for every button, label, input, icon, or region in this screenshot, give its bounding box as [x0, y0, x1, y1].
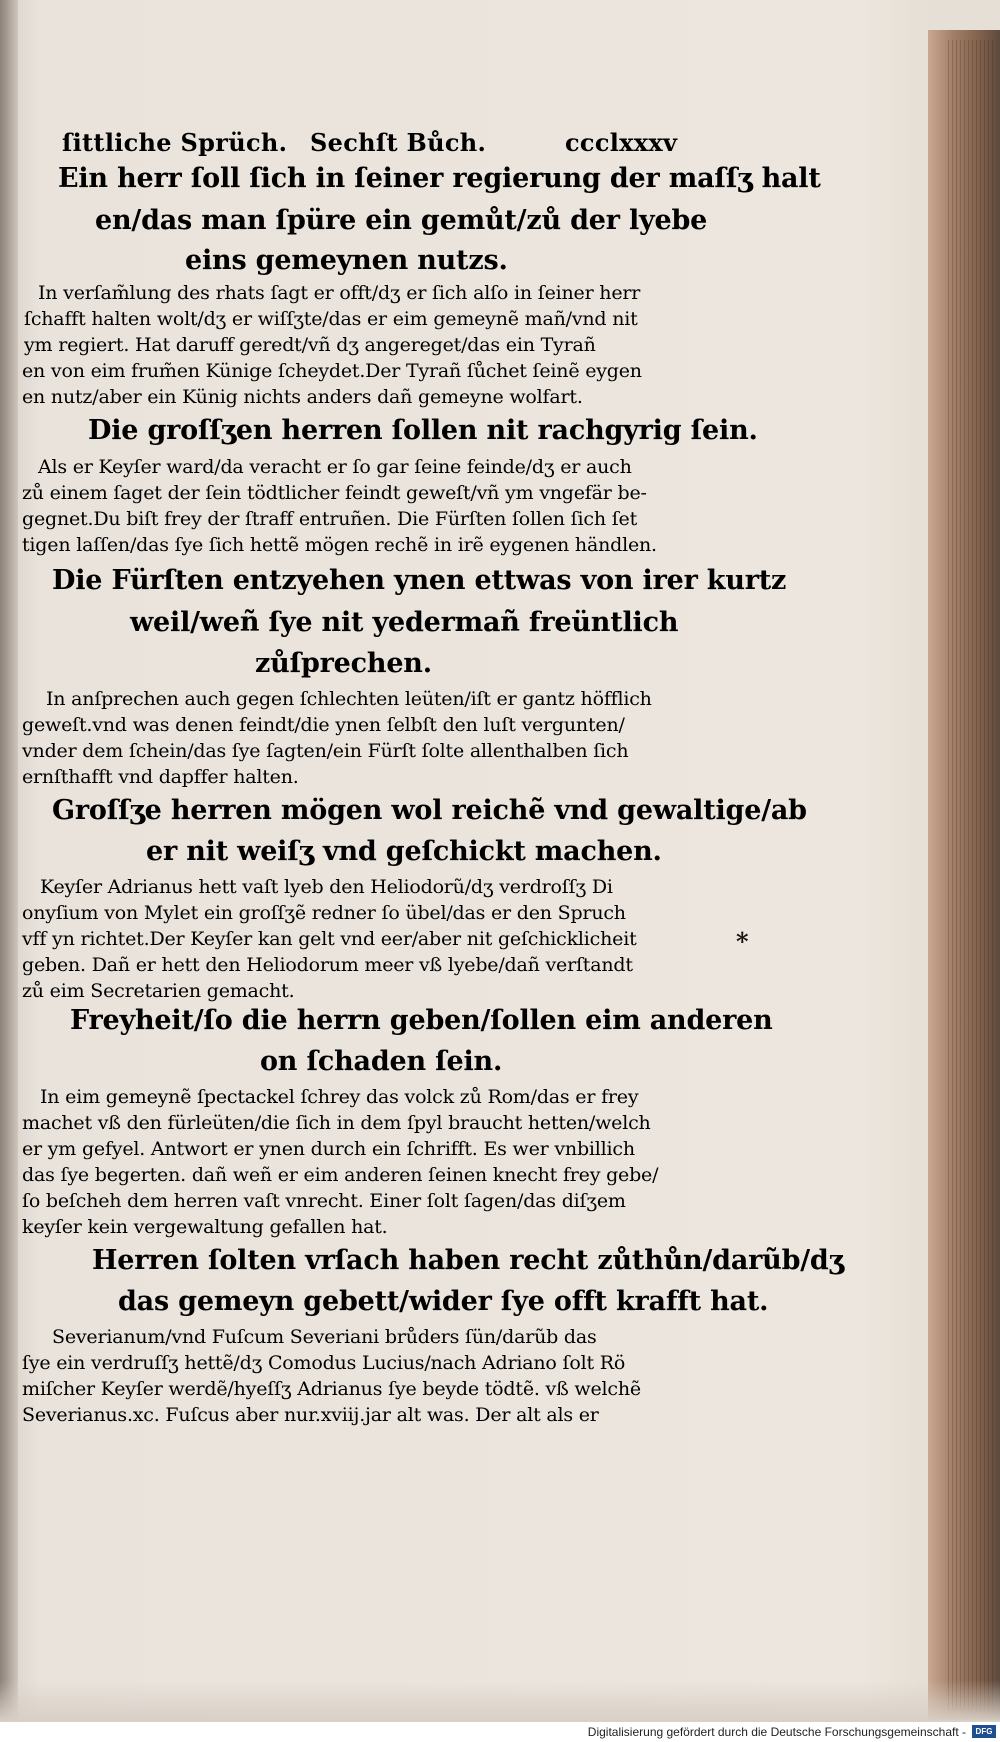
body-line: ſo beſcheh dem herren vaſt vnrecht. Einer ſolt ſagen/das diſʒem: [22, 1190, 626, 1212]
section-heading: weil/weñ ſye nit yedermañ freüntlich: [130, 607, 679, 638]
body-line: machet vß den fürleüten/die ſich in dem ſpyl braucht hetten/welch: [22, 1112, 651, 1134]
body-line: ſye ein verdruſſʒ hettẽ/dʒ Comodus Lucius/nach Adriano ſolt Rö: [22, 1352, 626, 1374]
body-line: Severianum/vnd Fuſcum Severiani brůders ſün/darũb das: [52, 1326, 597, 1348]
body-line: In verſam̃lung des rhats ſagt er offt/dʒ er ſich alſo in ſeiner herr: [38, 282, 641, 304]
page-bottom-shadow: [0, 1680, 1000, 1722]
digitization-footer: [0, 1722, 1000, 1742]
section-heading: er nit weiſʒ vnd geſchickt machen.: [146, 836, 662, 867]
body-line: das ſye begerten. dañ weñ er eim anderen ſeinen knecht frey gebe/: [22, 1164, 659, 1186]
body-line: vff yn richtet.Der Keyſer kan gelt vnd eer/aber nit geſchicklicheit: [22, 928, 637, 950]
body-line: zů eim Secretarien gemacht.: [22, 980, 295, 1002]
body-line: er ym gefyel. Antwort er ynen durch ein ſchrifft. Es wer vnbillich: [22, 1138, 635, 1160]
body-line: ſchafft halten wolt/dʒ er wiſſʒte/das er eim gemeynẽ mañ/vnd nit: [24, 308, 638, 330]
running-head-folio: ccclxxxv: [565, 128, 678, 157]
body-line: In anſprechen auch gegen ſchlechten leüten/iſt er gantz höfflich: [46, 688, 652, 710]
running-head-left: ſittliche Sprüch.: [62, 128, 288, 157]
body-line: onyſium von Mylet ein groſſʒẽ redner ſo übel/das er den Spruch: [22, 902, 626, 924]
section-heading: zůſprechen.: [255, 648, 432, 679]
section-heading: Freyheit/ſo die herrn geben/ſollen eim anderen: [70, 1005, 773, 1036]
section-heading: eins gemeynen nutzs.: [185, 245, 508, 276]
section-heading: Ein herr ſoll ſich in ſeiner regierung der maſſʒ halt: [58, 163, 821, 194]
body-line: Keyſer Adrianus hett vaſt lyeb den Heliodorũ/dʒ verdroſſʒ Di: [40, 876, 613, 898]
section-heading: Groſſʒe herren mögen wol reichẽ vnd gewaltige/ab: [52, 795, 807, 826]
body-line: en nutz/aber ein Künig nichts anders dañ gemeyne wolfart.: [22, 386, 583, 408]
section-heading: en/das man ſpüre ein gemůt/zů der lyebe: [95, 205, 708, 236]
body-line: vnder dem ſchein/das ſye ſagten/ein Fürſt ſolte allenthalben ſich: [22, 740, 629, 762]
body-line: miſcher Keyſer werdẽ/hyeſſʒ Adrianus ſye beyde tödtẽ. vß welchẽ: [22, 1378, 641, 1400]
footer-credit: Digitalisierung gefördert durch die Deutsche Forschungsgemeinschaft -: [587, 1725, 966, 1739]
section-heading: on ſchaden ſein.: [260, 1046, 503, 1077]
binding-edge: [0, 0, 18, 1742]
body-line: ym regiert. Hat daruff geredt/vñ dʒ angereget/das ein Tyrañ: [24, 334, 596, 356]
body-line: tigen laſſen/das ſye ſich hettẽ mögen rechẽ in irẽ eygenen händlen.: [22, 534, 657, 556]
body-line: Als er Keyſer ward/da veracht er ſo gar ſeine feinde/dʒ er auch: [38, 456, 632, 478]
body-line: zů einem ſaget der ſein tödtlicher feindt geweſt/vñ ym vngefär be-: [22, 482, 647, 504]
body-line: In eim gemeynẽ ſpectackel ſchrey das volck zů Rom/das er frey: [40, 1086, 639, 1108]
marginal-mark: *: [736, 927, 749, 956]
fore-edge-texture: [948, 40, 996, 1710]
body-line: en von eim frum̃en Künige ſcheydet.Der Tyrañ ſůchet ſeinẽ eygen: [22, 360, 642, 382]
body-line: Severianus.xc. Fuſcus aber nur.xviij.jar alt was. Der alt als er: [22, 1404, 599, 1426]
body-line: keyſer kein vergewaltung gefallen hat.: [22, 1216, 388, 1238]
section-heading: Die Fürſten entzyehen ynen ettwas von irer kurtz: [52, 565, 787, 596]
body-line: ernſthafft vnd dapffer halten.: [22, 766, 299, 788]
section-heading: das gemeyn gebett/wider ſye offt krafft hat.: [118, 1286, 769, 1317]
dfg-logo: DFG: [972, 1725, 996, 1738]
running-head-center: Sechſt Bůch.: [310, 128, 487, 157]
section-heading: Herren ſolten vrſach haben recht zůthůn/darũb/dʒ: [92, 1245, 844, 1276]
body-line: gegnet.Du biſt frey der ſtraff entruñen. Die Fürſten ſollen ſich ſet: [22, 508, 638, 530]
body-line: geweſt.vnd was denen feindt/die ynen ſelbſt den luſt vergunten/: [22, 714, 625, 736]
section-heading: Die groſſʒen herren ſollen nit rachgyrig ſein.: [88, 415, 758, 446]
body-line: geben. Dañ er hett den Heliodorum meer vß lyebe/dañ verſtandt: [22, 954, 633, 976]
